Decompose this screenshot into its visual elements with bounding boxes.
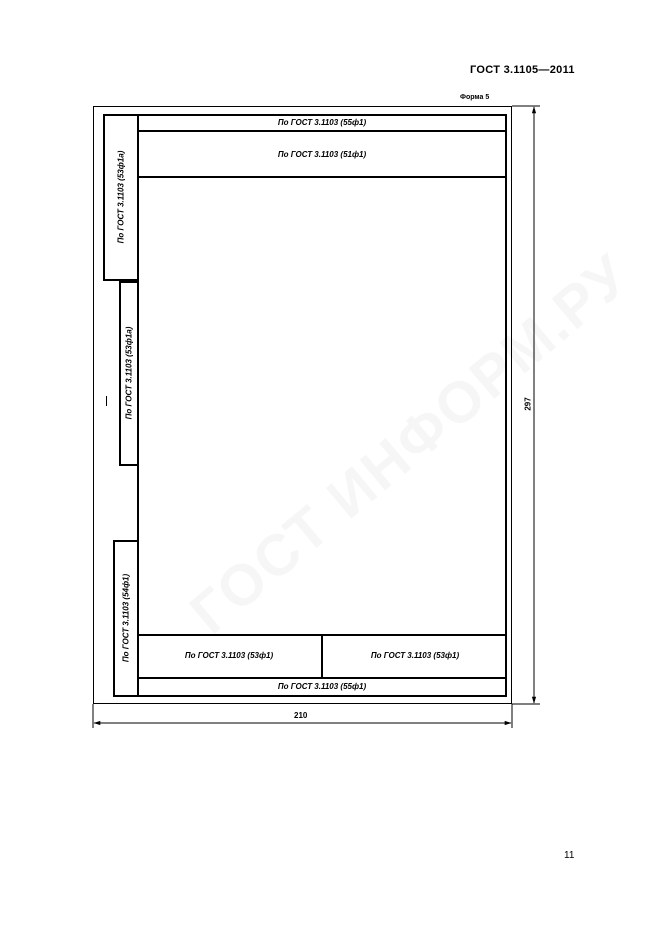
bottom-right-label: По ГОСТ 3.1103 (53ф1) [370,651,460,660]
document-title: ГОСТ 3.1105—2011 [470,64,575,76]
height-dimension-label: 297 [523,397,533,411]
left-middle-label: По ГОСТ 3.1103 (53ф1а) [124,326,134,420]
page-number: 11 [564,850,575,861]
top-header-label: По ГОСТ 3.1103 (51ф1) [277,150,367,159]
left-upper-label: По ГОСТ 3.1103 (53ф1а) [116,150,126,244]
bottom-strip-label: По ГОСТ 3.1103 (55ф1) [277,682,367,691]
form-label: Форма 5 [460,94,490,101]
left-lower-label: По ГОСТ 3.1103 (54ф1) [121,573,131,663]
top-strip-label: По ГОСТ 3.1103 (55ф1) [277,118,367,127]
bottom-left-label: По ГОСТ 3.1103 (53ф1) [184,651,274,660]
width-dimension-label: 210 [294,711,308,720]
